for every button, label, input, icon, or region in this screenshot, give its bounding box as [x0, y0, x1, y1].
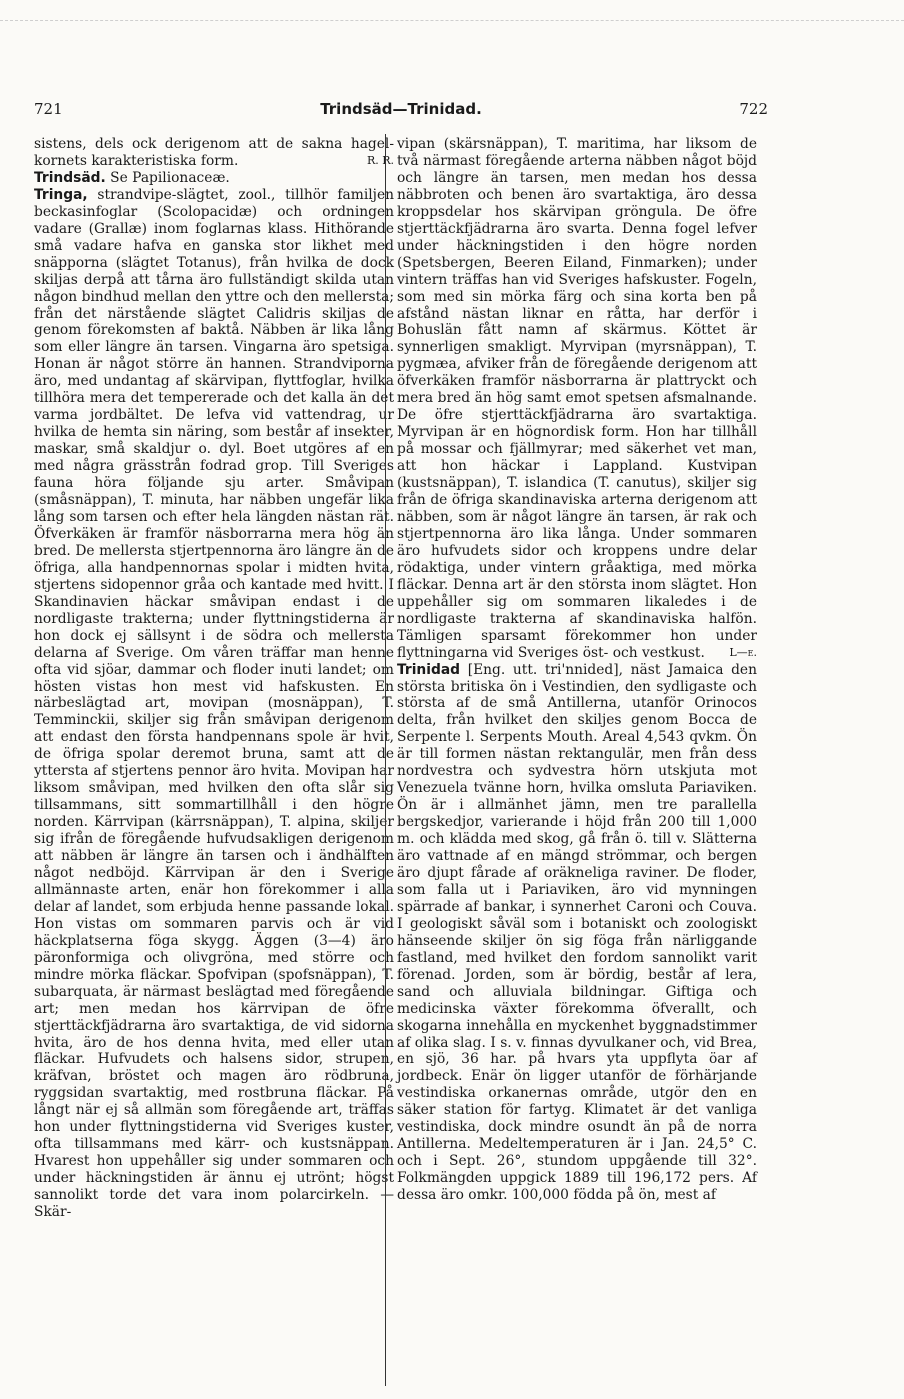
scan-edge-line [0, 20, 904, 21]
entry-continuation [34, 136, 394, 170]
left-column [34, 136, 394, 1221]
entry-tringa [34, 187, 394, 1221]
column-divider [385, 134, 386, 1386]
entry-trindsad [34, 170, 394, 187]
author-signature: R. R. [366, 153, 394, 167]
entry-headword: Tringa, [34, 186, 88, 203]
author-signature: L—e. [729, 645, 757, 659]
right-column [397, 136, 757, 1204]
entry-text: vipan (skärsnäppan), T. maritima, har liksom de två närmast föregående arterna näbben något böjd och längre än tarsen, men medan hos dessa näbbroten och benen äro svartaktiga, äro dessa kroppsdelar hos skärvipan gröngula. De öfre stjerttäckfjädrarna äro svarta. Denna fogel lefver under häckningstiden i den högre norden (Spetsbergen, Beeren Eiland, Finmarken); under vintern träffas han vid Sveriges hafskuster. Fogeln, som med sin mörka färg och sina korta ben på afstånd nästan liknar en råtta, har derför i Bohuslän fått namn af skärmus. Köttet är synnerligen smakligt. Myrvipan (myrsnäppan), T. pygmæa, afviker från de föregående derigenom att öfverkäken framför näsborrarna är plattryckt och mera bred än hög samt emot spetsen afsmalnande. De öfre stjerttäckfjädrarna äro svartaktiga. Myrvipan är en högnordisk form. Hon har tillhåll på mossar och fjällmyrar; med säkerhet vet man, att hon häckar i Lappland. Kustvipan (kustsnäppan), T. islandica (T. canutus), skiljer sig från de öfriga skandinaviska arterna derigenom att näbben, som är något längre än tarsen, är rak och stjertpennorna äro lika långa. Under sommaren äro hufvudets sidor och kroppens undre delar rödaktiga, under vintern gråaktiga, med mörka fläckar. Denna art är den största inom slägtet. Hon uppehåller sig om sommaren likaledes i de nordligaste trakterna af skandinaviska halfön. Tämligen sparsamt förekommer hon under flyttningarna vid Sveriges öst- och vestkust. [397, 136, 757, 661]
entry-text: strandvipe-slägtet, zool., tillhör familjen beckasinfoglar (Scolopacidæ) och ordningen vadare (Grallæ) inom foglarnas klass. Hithörande små vadare hafva en ganska stor likhet med snäpporna (slägtet Totanus), från hvilka de dock skiljas derpå att tårna äro fullständigt skilda utan någon bindhud mellan den yttre och den mellersta; från det närstående slägtet Calidris skiljas de genom förekomsten af baktå. Näbben är lika lång som eller längre än tarsen. Vingarna äro spetsiga. Honan är något större än hannen. Strandviporna äro, med undantag af skärvipan, flyttfoglar, hvilka tillhöra mera det tempererade och det kalla än det varma jordbältet. De lefva vid vattendrag, ur hvilka de hemta sin näring, som består af insekter, maskar, små skaldjur o. dyl. Boet utgöres af en med några grässtrån fodrad grop. Till Sveriges fauna höra följande sju arter. Småvipan (småsnäppan), T. minuta, har näbben ungefär lika lång som tarsen och efter hela längden nästan rät. Öfverkäken är framför näsborrarna mera hög än bred. De mellersta stjertpennorna äro längre än de öfriga, alla handpennornas spolar i midten hvita, stjertens sidopennor gråa och kantade med hvitt. I Skandinavien häckar småvipan endast i de nordligaste trakterna; under flyttningstiderna är hon dock ej sällsynt i de södra och mellersta delarna af Sverige. Om våren träffar man henne ofta vid sjöar, dammar och floder inuti landet; om hösten vistas hon mest vid hafskusten. En närbeslägtad art, movipan (mosnäppan), T. Temminckii, skiljer sig från småvipan derigenom att endast den första handpennans spole är hvit, de öfriga spolar deremot bruna, samt att de yttersta af stjertens pennor äro hvita. Movipan har liksom småvipan, med hvilken den ofta slår sig tillsammans, sitt sommartillhåll i den högre norden. Kärrvipan (kärrsnäppan), T. alpina, skiljer sig ifrån de föregående hufvudsakligen derigenom att näbben är längre än tarsen och i ändhälften något nedböjd. Kärrvipan är den i Sverige allmännaste arten, enär hon förekommer i alla delar af landet, som erbjuda henne passande lokal. Hon vistas om sommaren parvis och är vid häckplatserna föga skygg. Äggen (3—4) äro päronformiga och olivgröna, med större och mindre mörka fläckar. Spofvipan (spofsnäppan), T. subarquata, är närmast beslägtad med föregående art; men medan hos kärrvipan de öfre stjerttäckfjädrarna äro svartaktiga, de vid sidorna hvita, äro de hos denna hvita, med eller utan fläckar. Hufvudets och halsens sidor, strupen, kräfvan, bröstet och magen äro rödbruna, ryggsidan svartaktig, med rostbruna fläckar. På långt när ej så allmän som föregående art, träffas hon under flyttningstiderna vid Sveriges kuster, ofta tillsammans med kärr- och kustsnäppan. Hvarest hon uppehåller sig under sommaren och under häckningstiden är ännu ej utrönt; högst sannolikt torde det vara inom polarcirkeln. — Skär- [34, 186, 394, 1221]
entry-headword: Trindsäd. [34, 169, 106, 186]
entry-tringa-continued [397, 136, 757, 662]
continuation-text: sistens, dels ock derigenom att de sakna hagel-kornets karakteristiska form. [34, 136, 394, 169]
entry-headword: Trinidad [397, 661, 461, 678]
page-number-left: 721 [34, 100, 63, 118]
running-title: Trindsäd—Trinidad. [320, 100, 482, 118]
entry-text: [Eng. utt. tri'nnided], näst Jamaica den största britiska ön i Vestindien, den sydligaste och största af de små Antillerna, utanför Orinocos delta, från hvilket den skiljes genom Bocca de Serpente l. Serpents Mouth. Areal 4,543 qvkm. Ön är till formen nästan rektangulär, men från dess nordvestra och sydvestra hörn utskjuta mot Venezuela tvänne horn, hvilka omsluta Pariaviken. Ön är i allmänhet jämn, men tre parallella bergskedjor, varierande i höjd från 200 till 1,000 m. och klädda med skog, gå från ö. till v. Slätterna äro vattnade af en mängd strömmar, och bergen äro djupt fårade af oräkneliga raviner. De floder, som falla ut i Pariaviken, äro vid mynningen spärrade af bankar, i synnerhet Caroni och Couva. I geologiskt såväl som i botaniskt och zoologiskt hänseende skiljer ön sig föga från närliggande fastland, med hvilket den fordom sannolikt varit förenad. Jorden, som är bördig, består af lera, sand och alluviala bildningar. Giftiga och medicinska växter förekomma öfverallt, och skogarna innehålla en myckenhet byggnadstimmer af olika slag. I s. v. finnas dyvulkaner och, vid Brea, en sjö, 36 har. på hvars yta uppflyta öar af jordbeck. Enär ön ligger utanför de förhärjande vestindiska orkanernas område, utgör den en säker station för fartyg. Klimatet är det vanliga vestindiska, dock mindre osundt än på de norra Antillerna. Medeltemperaturen är i Jan. 24,5° C. och i Sept. 26°, stundom uppgående till 32°. Folkmängden uppgick 1889 till 196,172 pers. Af dessa äro omkr. 100,000 födda på ön, mest af [397, 661, 757, 1204]
entry-text: Se Papilionaceæ. [105, 169, 230, 186]
entry-trinidad [397, 662, 757, 1205]
page-number-right: 722 [739, 100, 768, 118]
page-header [34, 100, 768, 122]
